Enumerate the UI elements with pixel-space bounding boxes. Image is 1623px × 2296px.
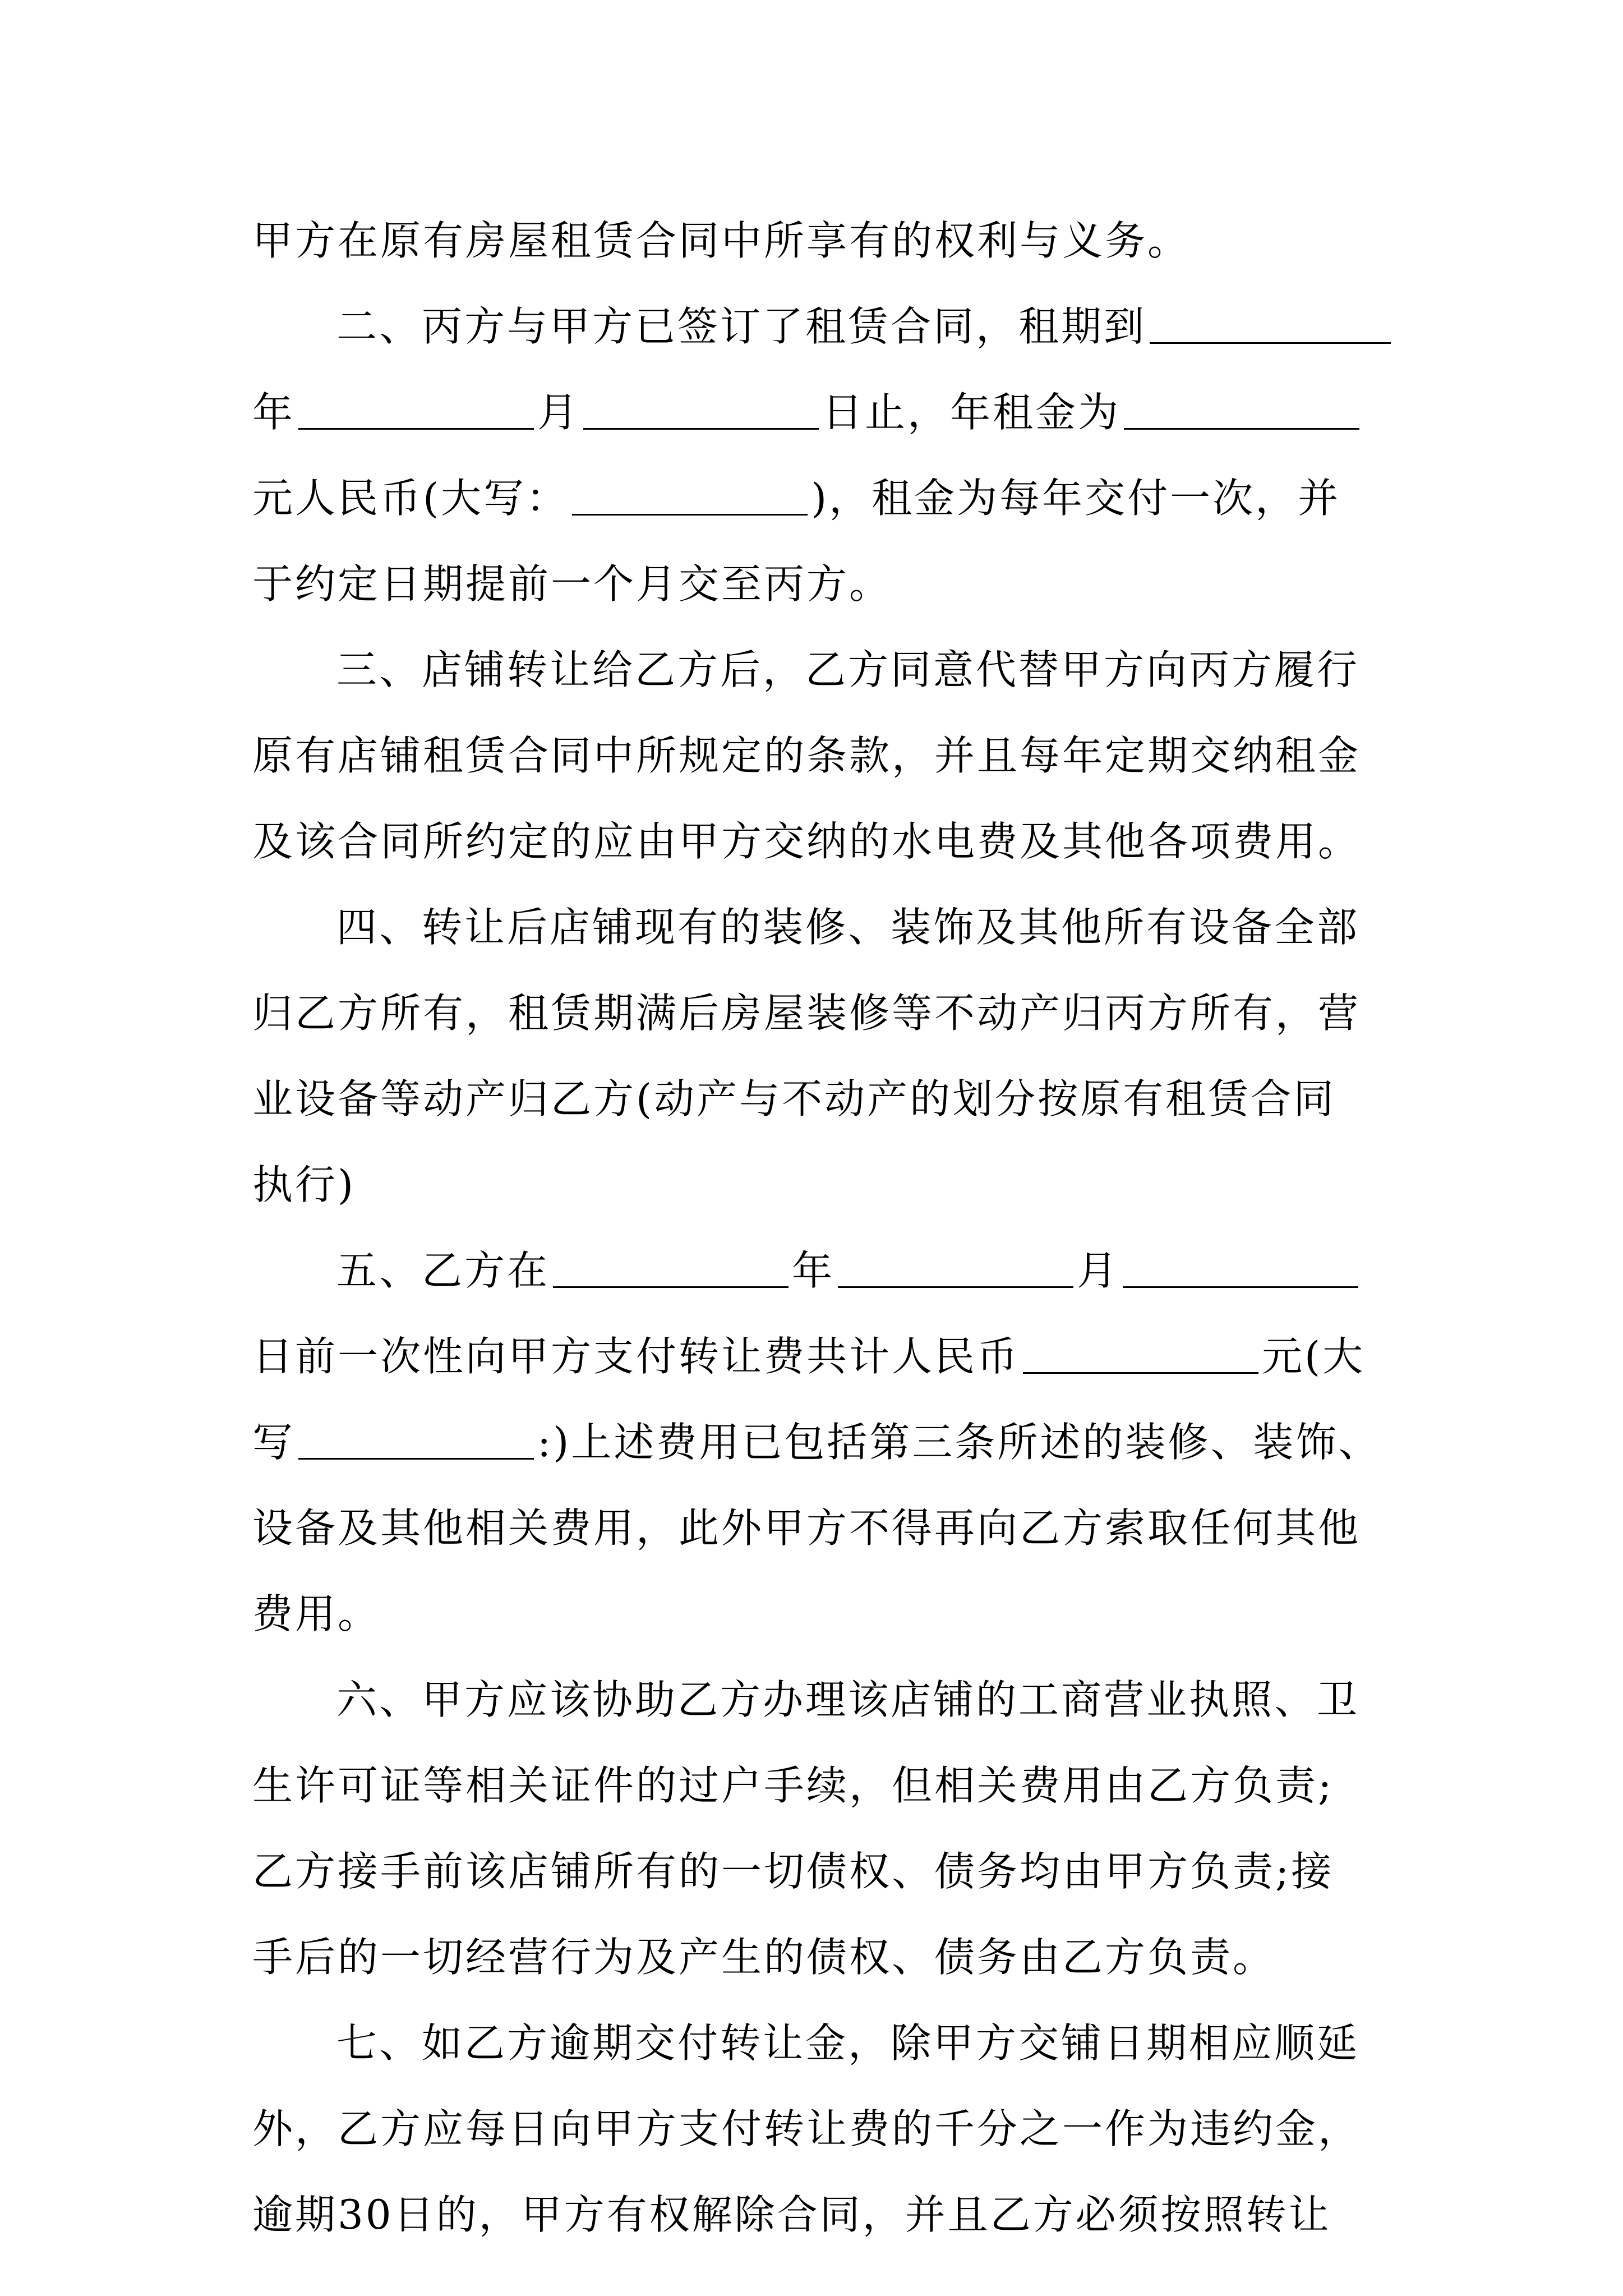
text-segment: 乙方接手前该店铺所有的一切债权、债务均由甲方负责;接	[252, 1848, 1334, 1895]
text-segment: 日止，年租金为	[822, 389, 1121, 436]
clause-7-line-1	[336, 2012, 1380, 2074]
clause-2-line-4	[252, 553, 1380, 615]
clause-7-line-3	[252, 2184, 1380, 2246]
fill-in-blank	[572, 471, 808, 516]
fill-in-blank	[838, 1244, 1073, 1288]
fill-in-blank	[298, 1415, 534, 1460]
text-segment: 元人民币(大写：	[252, 475, 569, 522]
text-segment: 外，乙方应每日向甲方支付转让费的千分之一作为违约金，	[252, 2105, 1361, 2152]
clause-5-line-2	[252, 1326, 1380, 1387]
clause-2-line-3	[252, 467, 1380, 529]
text-segment: 甲方在原有房屋租赁合同中所享有的权利与义务。	[252, 217, 1191, 264]
fill-in-blank	[1023, 1329, 1258, 1374]
text-segment: 执行)	[252, 1161, 356, 1208]
clause-6-line-3	[252, 1841, 1380, 1902]
clause-7-line-2	[252, 2098, 1380, 2160]
clause-6-line-2	[252, 1755, 1380, 1816]
clause-3-line-1	[336, 639, 1380, 701]
text-segment: 三、店铺转让给乙方后，乙方同意代替甲方向丙方履行	[336, 646, 1360, 693]
text-segment: 手后的一切经营行为及产生的债权、债务由乙方负责。	[252, 1934, 1276, 1981]
fill-in-blank	[1123, 1244, 1358, 1288]
text-segment: 年	[792, 1247, 835, 1294]
text-segment: 逾期30日的，甲方有权解除合同，并且乙方必须按照转让	[252, 2191, 1331, 2238]
text-segment: 月	[1077, 1247, 1120, 1294]
clause-5-line-4	[252, 1497, 1380, 1559]
text-segment: 月	[537, 389, 580, 436]
clause-4-line-2	[252, 982, 1380, 1044]
fill-in-blank	[1124, 385, 1359, 430]
text-segment: 设备及其他相关费用，此外甲方不得再向乙方索取任何其他	[252, 1504, 1361, 1552]
clause-4-line-3	[252, 1068, 1380, 1130]
text-segment: 四、转让后店铺现有的装修、装饰及其他所有设备全部	[336, 904, 1360, 951]
text-segment: 费用。	[252, 1590, 381, 1637]
fill-in-blank	[583, 385, 819, 430]
clause-4-line-1	[336, 896, 1380, 958]
clause-5-line-1	[336, 1240, 1380, 1301]
clause-6-line-1	[336, 1669, 1380, 1731]
text-segment: 元(大	[1262, 1333, 1366, 1380]
text-segment: 二、丙方与甲方已签订了租赁合同，租期到	[336, 303, 1147, 350]
text-segment: :)上述费用已包括第三条所述的装修、装饰、	[537, 1419, 1381, 1466]
text-segment: 业设备等动产归乙方(动产与不动产的划分按原有租赁合同	[252, 1075, 1336, 1122]
clause-2-line-2	[252, 381, 1380, 443]
text-segment: 原有店铺租赁合同中所规定的条款，并且每年定期交纳租金	[252, 732, 1361, 779]
text-segment: 六、甲方应该协助乙方办理该店铺的工商营业执照、卫	[336, 1676, 1360, 1723]
text-segment: 日前一次性向甲方支付转让费共计人民币	[252, 1333, 1020, 1380]
clause-5-line-5	[252, 1583, 1380, 1645]
clause-4-line-4	[252, 1154, 1380, 1216]
clause-2-line-1	[336, 296, 1380, 357]
text-segment: 及该合同所约定的应由甲方交纳的水电费及其他各项费用。	[252, 818, 1361, 865]
text-segment: 年	[252, 389, 296, 436]
clause-3-line-3	[252, 811, 1380, 872]
fill-in-blank	[1150, 300, 1391, 344]
text-line	[252, 210, 1380, 272]
text-segment: 归乙方所有，租赁期满后房屋装修等不动产归丙方所有，营	[252, 990, 1361, 1037]
text-segment: 生许可证等相关证件的过户手续，但相关费用由乙方负责;	[252, 1762, 1334, 1809]
text-segment: 七、如乙方逾期交付转让金，除甲方交铺日期相应顺延	[336, 2019, 1360, 2067]
clause-3-line-2	[252, 725, 1380, 786]
text-segment: )，租金为每年交付一次，并	[811, 475, 1341, 522]
text-segment: 于约定日期提前一个月交至丙方。	[252, 560, 892, 608]
text-segment: 五、乙方在	[336, 1247, 550, 1294]
text-segment: 写	[252, 1419, 296, 1466]
clause-5-line-3	[252, 1411, 1380, 1473]
fill-in-blank	[553, 1244, 789, 1288]
clause-6-line-4	[252, 1926, 1380, 1988]
fill-in-blank	[298, 385, 534, 430]
